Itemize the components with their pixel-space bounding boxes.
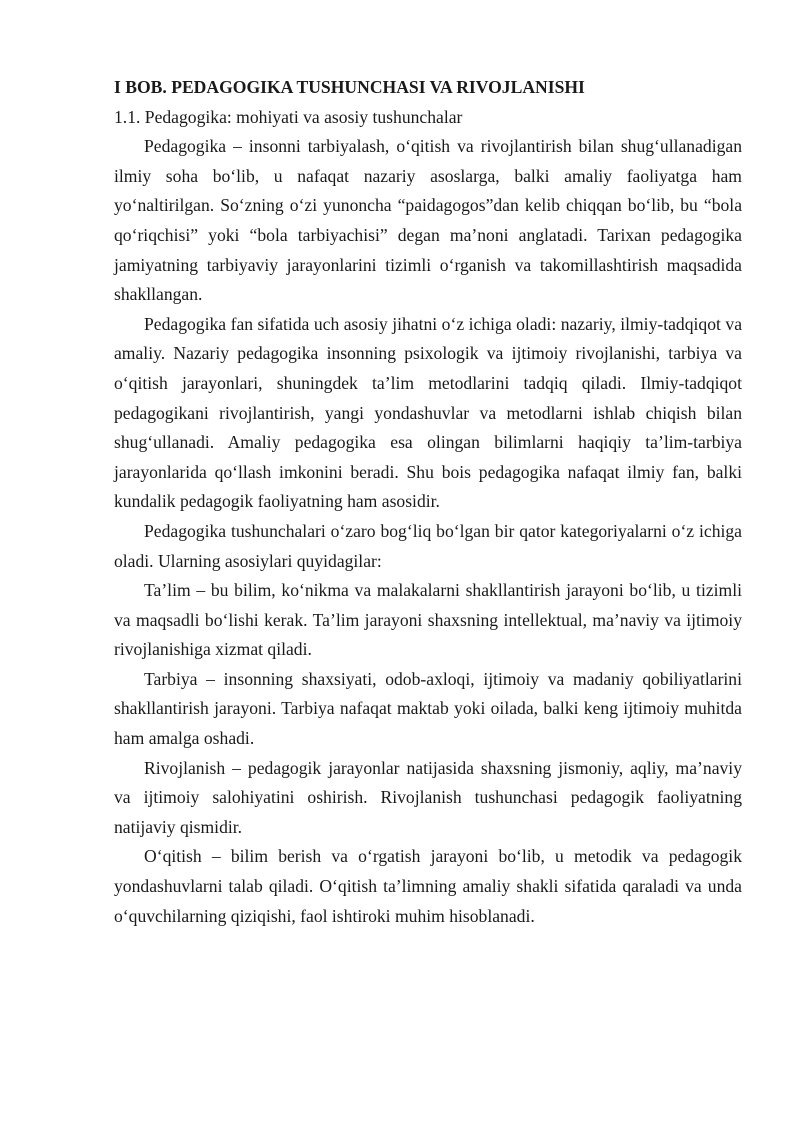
paragraph-categories-intro: Pedagogika tushunchalari oʻzaro bogʻliq boʻlgan bir qator kategoriyalarni oʻz ichiga oladi. Ularning asosiylari quyidagilar: [114,520,742,571]
paragraph-oqitish: Oʻqitish – bilim berish va oʻrgatish jarayoni boʻlib, u metodik va pedagogik yondashuvlarni talab qiladi. Oʻqitish taʼlimning amaliy shakli sifatida qaraladi va unda oʻquvchilarning qiziqishi, faol ishtiroki muhim hisoblanadi. [114,846,742,926]
paragraph-tarbiya: Tarbiya – insonning shaxsiyati, odob-axloqi, ijtimoiy va madaniy qobiliyatlarini shakllantirish jarayoni. Tarbiya nafaqat maktab yoki oilada, balki keng ijtimoiy muhitda ham amalga oshadi. [114,668,742,749]
section-title: 1.1. Pedagogika: mohiyati va asosiy tushunchalar [114,106,463,127]
paragraph-pedagogika-definition: Pedagogika – insonni tarbiyalash, oʻqitish va rivojlantirish bilan shugʻullanadigan ilmiy soha boʻlib, u nafaqat nazariy asoslarga, balki amaliy faoliyatga ham yoʻnaltirilgan. Soʻzning oʻzi yunoncha “paidagogos”dan kelib chiqqan boʻlib, bu “bola qoʻriqchisi” yoki “bola tarbiyachisi” degan maʼnoni anglatadi. Tarixan pedagogika jamiyatning tarbiyaviy jarayonlarini tizimli oʻrganish va takomillashtirish maqsadida shakllangan. [114,136,742,305]
paragraph-pedagogika-aspects: Pedagogika fan sifatida uch asosiy jihatni oʻz ichiga oladi: nazariy, ilmiy-tadqiqot va amaliy. Nazariy pedagogika insonning psixologik va ijtimoiy rivojlanishi, tarbiya va oʻqitish jarayonlari, shuningdek taʼlim metodlarini tadqiq qiladi. Ilmiy-tadqiqot pedagogikani rivojlantirish, yangi yondashuvlar va metodlarni ishlab chiqish bilan shugʻullanadi. Amaliy pedagogika esa olingan bilimlarni haqiqiy taʼlim-tarbiya jarayonlarida qoʻllash imkonini beradi. Shu bois pedagogika nafaqat ilmiy fan, balki kundalik pedagogik faoliyatning ham asosidir. [114,313,742,512]
chapter-title: I BOB. PEDAGOGIKA TUSHUNCHASI VA RIVOJLANISHI [114,77,585,97]
paragraph-talim: Taʼlim – bu bilim, koʻnikma va malakalarni shakllantirish jarayoni boʻlib, u tizimli va maqsadli boʻlishi kerak. Taʼlim jarayoni shaxsning intellektual, maʼnaviy va ijtimoiy rivojlanishiga xizmat qiladi. [114,580,742,660]
document-body [114,73,742,931]
paragraph-rivojlanish: Rivojlanish – pedagogik jarayonlar natijasida shaxsning jismoniy, aqliy, maʼnaviy va ijtimoiy salohiyatini oshirish. Rivojlanish tushunchasi pedagogik faoliyatning natijaviy qismidir. [114,757,742,837]
